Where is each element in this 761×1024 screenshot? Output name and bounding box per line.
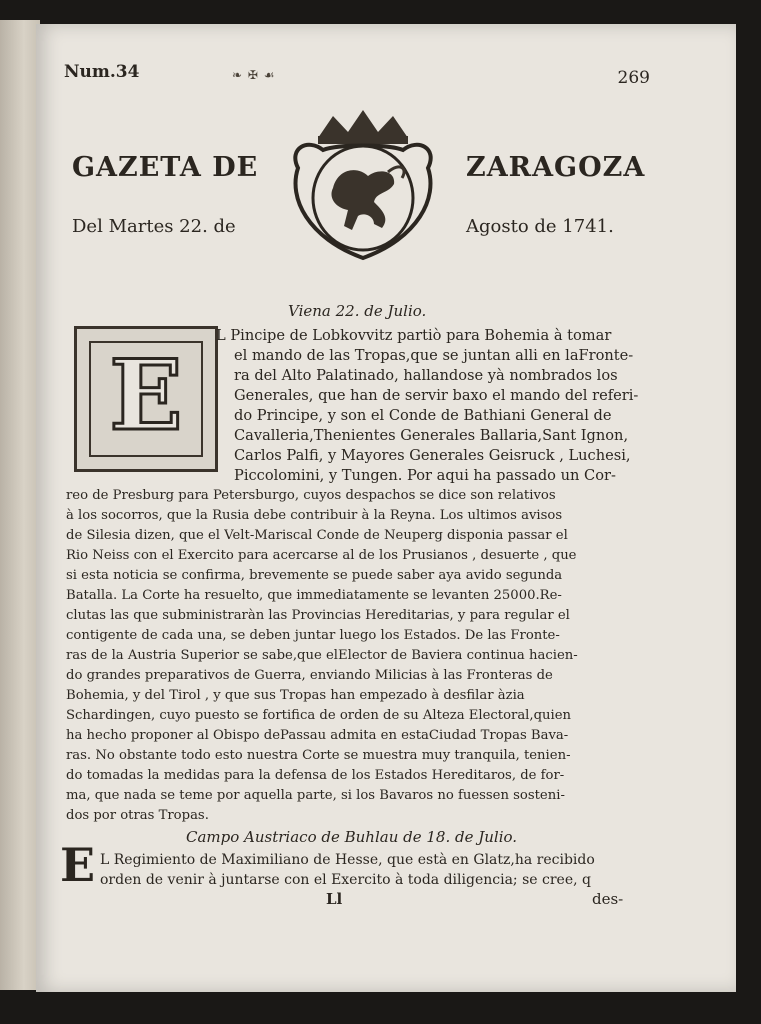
text-line: Batalla. La Corte ha resuelto, que immediatamente se levanten 25000.Re- bbox=[66, 588, 562, 603]
text-line: ras. No obstante todo esto nuestra Corte se muestra muy tranquila, tenien- bbox=[66, 748, 571, 763]
text-line: do grandes preparativos de Guerra, enviando Milicias à las Fronteras de bbox=[66, 668, 553, 683]
text-line: ha hecho proponer al Obispo dePassau admita en estaCiudad Tropas Bava- bbox=[66, 728, 569, 743]
text-line: Schardingen, cuyo puesto se fortifica de orden de su Alteza Electoral,quien bbox=[66, 708, 572, 723]
text-line: reo de Presburg para Petersburgo, cuyos despachos se dice son relativos bbox=[66, 488, 556, 503]
initial-capital-e: E bbox=[60, 838, 96, 892]
issue-number: Num.34 bbox=[64, 62, 140, 82]
text-line: orden de venir à juntarse con el Exercito à toda diligencia; se cree, q bbox=[100, 872, 591, 888]
text-line: Carlos Palfi, y Mayores Generales Geisruck , Luchesi, bbox=[234, 447, 631, 464]
decorated-initial-e: E bbox=[74, 326, 218, 472]
catchword: des- bbox=[592, 890, 624, 908]
text-line: Bohemia, y del Tirol , y que sus Tropas han empezado à desfilar àzia bbox=[66, 688, 525, 703]
coat-of-arms-lion-icon bbox=[278, 98, 448, 268]
text-line: L Pincipe de Lobkovvitz partiò para Bohemia à tomar bbox=[216, 327, 612, 344]
text-line: Cavalleria,Thenientes Generales Ballaria,Sant Ignon, bbox=[234, 427, 629, 444]
signature-mark: Ll bbox=[326, 890, 343, 908]
text-line: à los socorros, que la Rusia debe contribuir à la Reyna. Los ultimos avisos bbox=[66, 508, 563, 523]
article-2-dateline: Campo Austriaco de Buhlau de 18. de Julio. bbox=[186, 828, 518, 846]
text-line: dos por otras Tropas. bbox=[66, 808, 209, 823]
text-line: contigente de cada una, se deben juntar luego los Estados. De las Fronte- bbox=[66, 628, 560, 643]
facing-page-edge bbox=[0, 20, 40, 990]
text-line: L Regimiento de Maximiliano de Hesse, que està en Glatz,ha recibido bbox=[100, 852, 595, 868]
text-line: do Principe, y son el Conde de Bathiani General de bbox=[234, 407, 612, 424]
issue-date-left: Del Martes 22. de bbox=[72, 216, 236, 237]
masthead-title-left: GAZETA DE bbox=[72, 152, 259, 183]
text-line: Generales, que han de servir baxo el mando del referi- bbox=[234, 387, 639, 404]
text-line: ras de la Austria Superior se sabe,que elElector de Baviera continua hacien- bbox=[66, 648, 578, 663]
text-line: do tomadas la medidas para la defensa de los Estados Hereditaros, de for- bbox=[66, 768, 565, 783]
text-line: el mando de las Tropas,que se juntan alli en laFronte- bbox=[234, 347, 634, 364]
text-line: clutas las que subministraràn las Provincias Hereditarias, y para regular el bbox=[66, 608, 570, 623]
page-number: 269 bbox=[617, 68, 650, 88]
text-line: ma, que nada se teme por aquella parte, si los Bavaros no fuessen sosteni- bbox=[66, 788, 565, 803]
article-1-dateline: Viena 22. de Julio. bbox=[288, 302, 427, 320]
text-line: Rio Neiss con el Exercito para acercarse al de los Prusianos , desuerte , que bbox=[66, 548, 577, 563]
masthead-title-right: ZARAGOZA bbox=[466, 152, 646, 183]
text-line: Piccolomini, y Tungen. Por aqui ha passado un Cor- bbox=[234, 467, 616, 484]
text-line: ra del Alto Palatinado, hallandose yà nombrados los bbox=[234, 367, 618, 384]
header-ornament: ❧ ✠ ☙ bbox=[232, 68, 276, 82]
gazette-page bbox=[36, 24, 736, 992]
issue-date-right: Agosto de 1741. bbox=[466, 216, 614, 237]
text-line: de Silesia dizen, que el Velt-Mariscal Conde de Neuperg disponia passar el bbox=[66, 528, 568, 543]
text-line: si esta noticia se confirma, brevemente se puede saber aya avido segunda bbox=[66, 568, 563, 583]
